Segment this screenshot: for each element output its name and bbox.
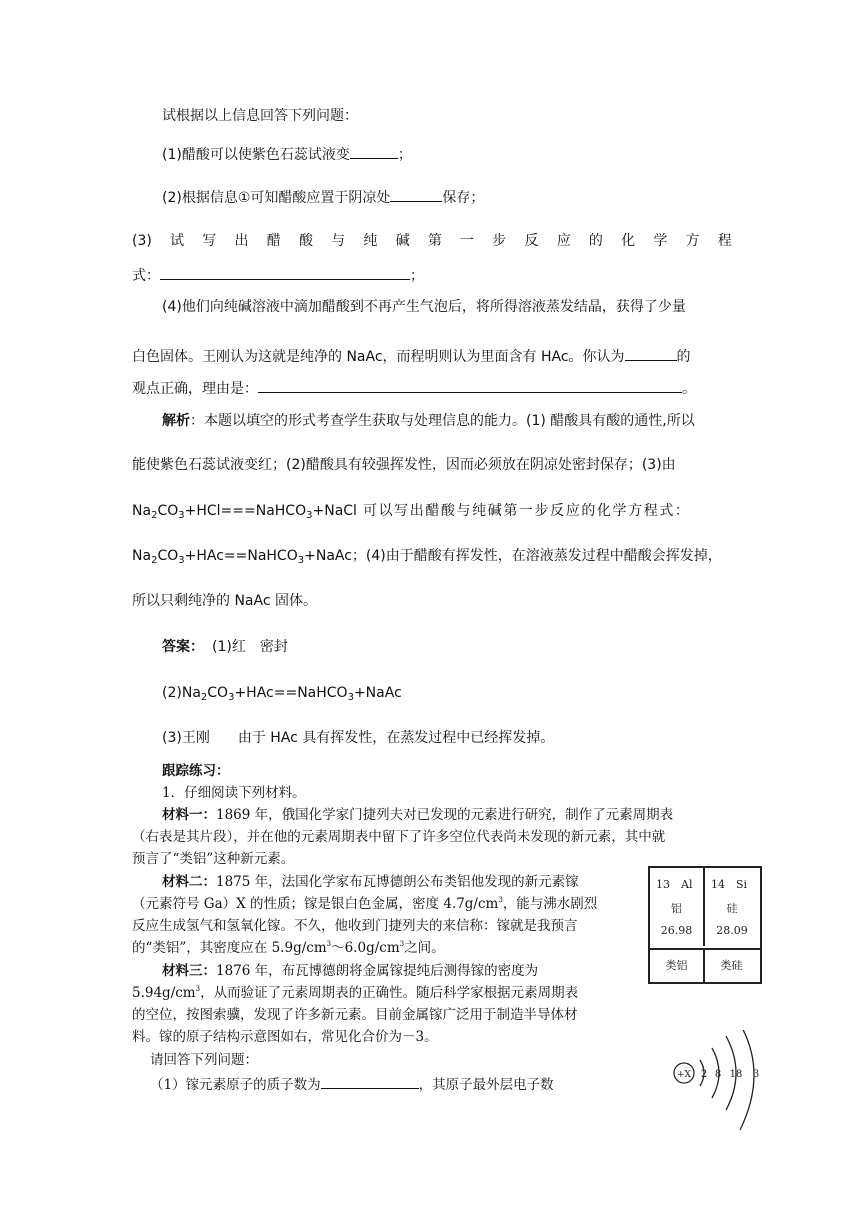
analysis-line4	[132, 546, 722, 566]
element-cell-si	[705, 868, 759, 946]
analysis-line1	[162, 411, 695, 431]
question-2	[162, 186, 484, 208]
analysis-text-1: ：本题以填空的形式考查学生获取与处理信息的能力。(1) 醋酸具有酸的通性,所以	[190, 413, 695, 429]
element-mass: 26.98	[660, 924, 693, 937]
q3-char: 程	[717, 233, 732, 249]
q3-char: 酸	[298, 233, 313, 249]
answer-blank-5[interactable]	[258, 377, 682, 393]
question-1	[162, 143, 412, 165]
material-2-line2: （元素符号 Ga）X 的性质；镓是银白色金属，密度 $4.7g/cm^3$，能与沸水剧烈	[132, 896, 598, 912]
q3-char: (3)	[132, 233, 152, 249]
answer-blank-6[interactable]	[321, 1073, 419, 1089]
material-3-line4: 料。镓的原子结构示意图如右，常见化合价为－3。	[132, 1029, 438, 1045]
q3-char: 试	[170, 233, 185, 249]
formula-hac-eq-2: +HAc==NaHCO	[234, 685, 348, 701]
question-4-line2	[132, 345, 691, 367]
q3-char: 化	[621, 233, 636, 249]
material-2-line3: 反应生成氢气和氢氧化镓。不久，他收到门捷列夫的来信称：镓就是我预言	[132, 918, 578, 934]
question-2-text: (2)根据信息①可知醋酸应置于阴凉处	[162, 190, 391, 206]
q3-char: 与	[331, 233, 346, 249]
electron-shell-4	[740, 1030, 754, 1130]
sub-question-1	[150, 1073, 554, 1095]
material-2-label: 材料二：	[162, 874, 216, 890]
question-4-line3	[132, 377, 696, 399]
question-4-line1: (4)他们向纯碱溶液中滴加醋酸到不再产生气泡后，将所得溶液蒸发结晶，获得了少量	[162, 299, 686, 315]
subscript: 3	[306, 510, 313, 521]
answer-blank-1[interactable]	[350, 143, 398, 159]
answer-2-prefix: (2)	[162, 685, 182, 701]
shell-count: 18	[729, 1069, 743, 1080]
analysis-label: 解析	[162, 413, 190, 429]
element-mass: 28.09	[716, 924, 748, 937]
question-2-end: 保存；	[442, 190, 485, 206]
formula-hcl-eq: +HCl===NaHCO	[184, 503, 307, 519]
atomic-structure-diagram	[660, 1030, 780, 1150]
q3-char: 写	[202, 233, 217, 249]
formula-na2co3: $Na_2CO_3$	[132, 503, 185, 521]
material-2-line4: 的“类铝”，其密度应在 $5.9g/cm^3\sim 6.0g/cm^3$之间。	[132, 940, 445, 956]
question-4-text: 白色固体。王刚认为这就是纯净的 NaAc，而程明则认为里面含有 HAc。你认为	[132, 349, 625, 365]
element-name: 铝	[671, 902, 682, 915]
element-cell-al	[650, 868, 705, 946]
formula-hac-tail: +NaAc	[304, 548, 352, 564]
sub-question-1-end: ，其原子最外层电子数	[418, 1077, 554, 1093]
material-3-line2: $5.94g/cm^3$，从而验证了元素周期表的正确性。随后科学家根据元素周期表	[132, 985, 579, 1001]
material-1-text: 1869 年，俄国化学家门捷列夫对已发现的元素进行研究，制作了元素周期表	[216, 807, 674, 823]
q3-char: 学	[653, 233, 668, 249]
analysis-line5: 所以只剩纯净的 NaAc 固体。	[132, 593, 317, 609]
element-header: 13 Al	[656, 878, 693, 891]
formula-na2co3-2: $Na_2CO_3$	[132, 548, 185, 566]
shell-count: 3	[752, 1069, 760, 1080]
material-3-line1	[162, 961, 538, 981]
question-3-line1	[132, 231, 732, 251]
nucleus-label: +X	[677, 1070, 691, 1080]
subscript: 3	[347, 692, 354, 703]
question-4-reason-label: 观点正确，理由是：	[132, 381, 258, 397]
analysis-text-4: ；(4)由于醋酸有挥发性，在溶液蒸发过程中醋酸会挥发掉，	[351, 548, 722, 564]
formula-hac-eq: +HAc==NaHCO	[184, 548, 298, 564]
footer-right: 类硅	[720, 959, 743, 972]
answer-blank-4[interactable]	[625, 345, 677, 361]
material-1-line2: （右表是其片段），并在他的元素周期表中留下了许多空位代表尚未发现的新元素，其中就	[132, 829, 666, 845]
questions-intro: 试根据以上信息回答下列问题：	[162, 108, 358, 124]
material-3-line3: 的空位，按图索骥，发现了许多新元素。目前金属镓广泛用于制造半导体材	[132, 1007, 578, 1023]
material-2-line1	[162, 872, 579, 892]
answer-line2	[162, 683, 402, 703]
q3-char: 醋	[266, 233, 281, 249]
material-3-text: 1876 年，布瓦博德朗将金属镓提纯后测得镓的密度为	[216, 963, 539, 979]
element-footer-row	[650, 948, 760, 984]
practice-title: 跟踪练习：	[162, 763, 230, 779]
analysis-line2: 能使紫色石蕊试液变红；(2)醋酸具有较强挥发性，因而必须放在阴凉处密封保存；(3)由	[132, 457, 676, 473]
sub-question-1-text: （1）镓元素原子的质子数为	[150, 1077, 321, 1093]
shell-count: 2	[700, 1069, 708, 1080]
footer-left: 类铝	[650, 950, 705, 982]
q3-char: 方	[685, 233, 700, 249]
analysis-text-3: 可以写出醋酸与纯碱第一步反应的化学方程式：	[362, 503, 691, 519]
material-2-text: 1875 年，法国化学家布瓦博德朗公布类铝他发现的新元素镓	[216, 874, 579, 890]
formula-hcl-tail: +NaCl	[312, 503, 357, 519]
element-header: 14 Si	[711, 878, 748, 891]
element-name: 硅	[726, 902, 738, 915]
q3-char: 第	[427, 233, 442, 249]
q3-char: 反	[524, 233, 539, 249]
practice-ask: 请回答下列问题：	[150, 1052, 258, 1068]
material-3-label: 材料三：	[162, 963, 216, 979]
question-3-line2	[132, 264, 424, 286]
q3-char: 一	[460, 233, 475, 249]
question-3-end: ；	[410, 268, 424, 284]
material-1-line3: 预言了“类铝”这种新元素。	[132, 851, 295, 867]
q3-char: 出	[234, 233, 249, 249]
question-4-text-end: 的	[676, 349, 691, 365]
answer-1: (1)红 密封	[212, 639, 288, 655]
q3-char: 应	[556, 233, 571, 249]
q3-char: 纯	[363, 233, 378, 249]
formula-hac-tail-2: +NaAc	[353, 685, 402, 701]
question-3-label: 式：	[132, 268, 160, 284]
q3-char: 的	[588, 233, 603, 249]
answer-line1	[162, 637, 288, 657]
q3-char: 步	[492, 233, 507, 249]
subscript: 3	[297, 555, 305, 566]
q3-char: 碱	[395, 233, 410, 249]
answer-blank-2[interactable]	[390, 186, 442, 202]
periodic-table-fragment	[648, 866, 762, 984]
material-1-line1	[162, 805, 673, 825]
material-1-label: 材料一：	[162, 807, 216, 823]
answer-line3: (3)王刚 由于 HAc 具有挥发性，在蒸发过程中已经挥发掉。	[162, 730, 555, 746]
formula-na2co3-3: $Na_2CO_3$	[181, 685, 235, 703]
shell-count: 8	[714, 1069, 722, 1080]
answer-blank-3[interactable]	[160, 264, 410, 280]
answer-label: 答案：	[162, 639, 204, 655]
question-1-text: (1)醋酸可以使紫色石蕊试液变	[162, 147, 350, 163]
question-1-end: ；	[397, 147, 412, 163]
analysis-line3	[132, 501, 691, 521]
question-4-end: 。	[682, 381, 696, 397]
practice-item1: 1．仔细阅读下列材料。	[162, 785, 306, 801]
